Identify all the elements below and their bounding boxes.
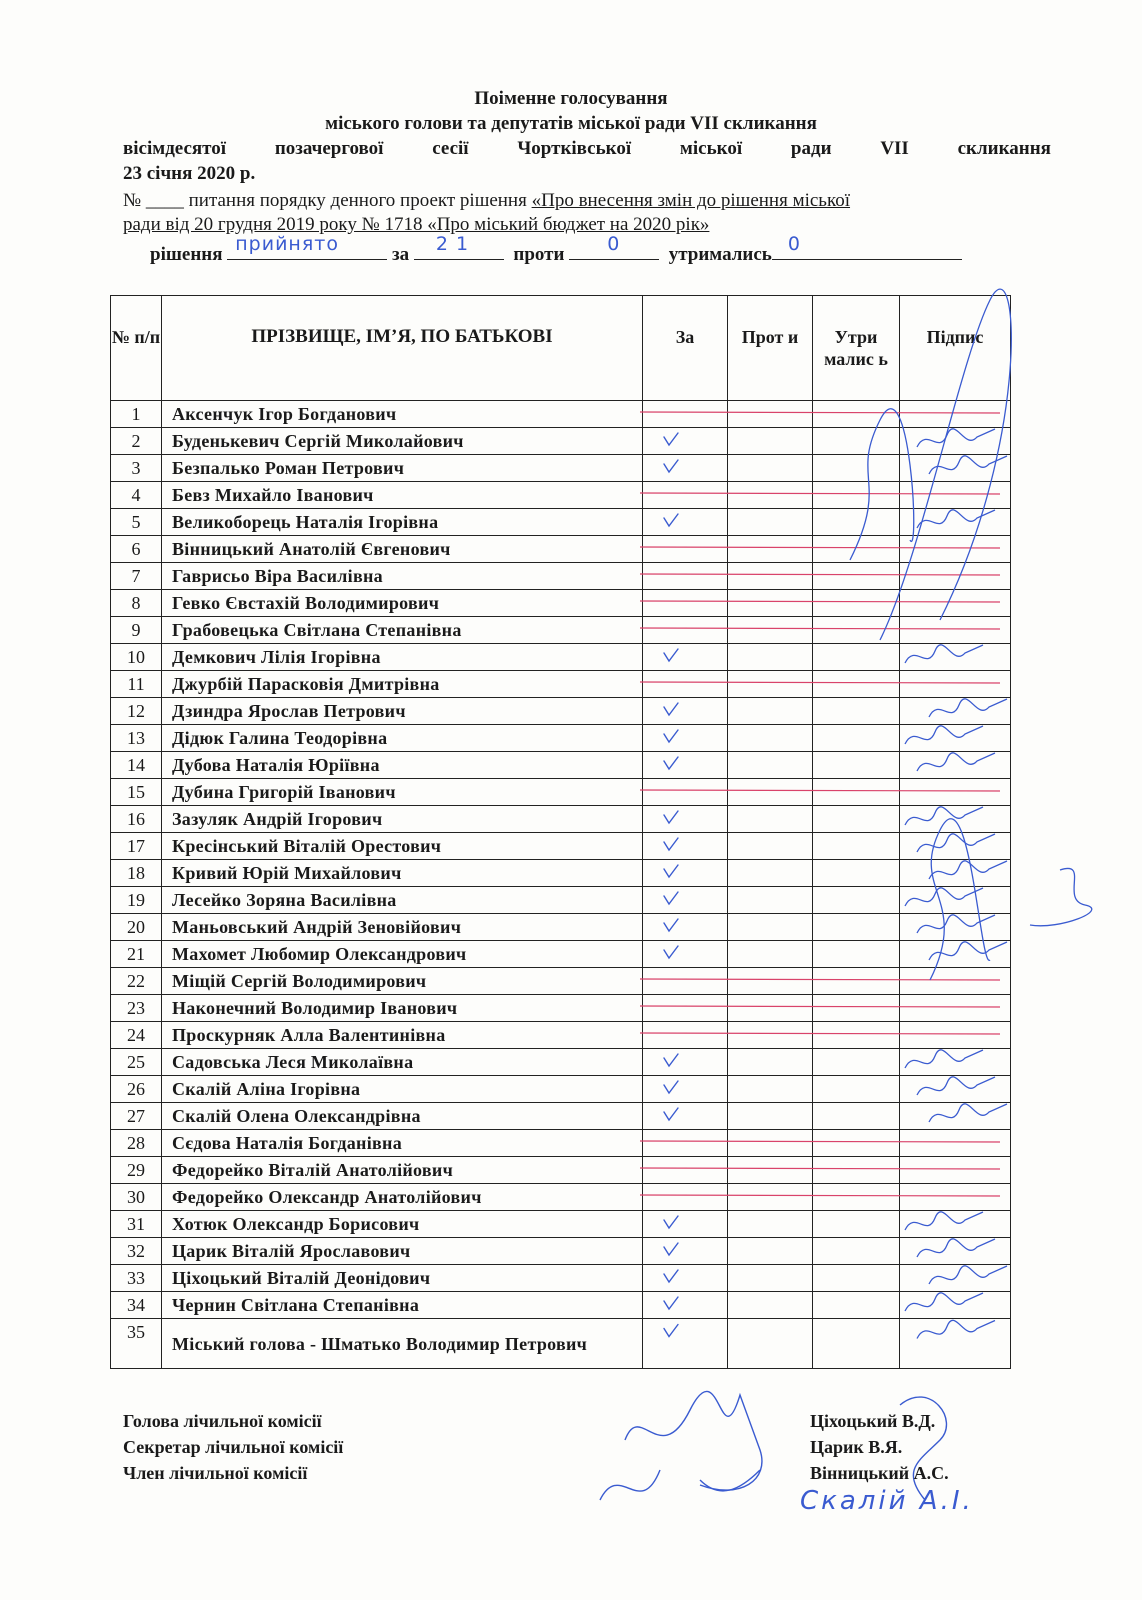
cell-signature xyxy=(900,1103,1011,1130)
cell-for xyxy=(643,1157,728,1184)
cell-abstain xyxy=(813,1049,900,1076)
cell-signature xyxy=(900,941,1011,968)
cell-against xyxy=(728,1184,813,1211)
cell-against xyxy=(728,725,813,752)
cell-against xyxy=(728,752,813,779)
session-word: позачергової xyxy=(274,138,384,159)
cell-for xyxy=(643,1292,728,1319)
cell-abstain xyxy=(813,509,900,536)
cell-abstain xyxy=(813,1076,900,1103)
session-word: VII xyxy=(880,138,909,159)
row-number: 6 xyxy=(111,536,162,563)
row-number: 5 xyxy=(111,509,162,536)
cell-signature xyxy=(900,1022,1011,1049)
cell-against xyxy=(728,536,813,563)
cell-signature xyxy=(900,968,1011,995)
session-word: скликання xyxy=(957,138,1051,159)
row-number: 33 xyxy=(111,1265,162,1292)
row-number: 9 xyxy=(111,617,162,644)
row-number: 22 xyxy=(111,968,162,995)
table-row xyxy=(111,617,1011,644)
row-number: 28 xyxy=(111,1130,162,1157)
abstain-count-blank xyxy=(772,233,962,260)
row-name: Аксенчук Ігор Богданович xyxy=(162,401,643,428)
cell-against xyxy=(728,482,813,509)
decision-result: прийнято xyxy=(235,233,339,255)
row-number: 32 xyxy=(111,1238,162,1265)
row-name: Джурбій Парасковія Дмитрівна xyxy=(162,671,643,698)
table-row xyxy=(111,1103,1011,1130)
cell-against xyxy=(728,1238,813,1265)
cell-abstain xyxy=(813,752,900,779)
cell-abstain xyxy=(813,1238,900,1265)
row-number: 1 xyxy=(111,401,162,428)
session-word: вісімдесятої xyxy=(123,138,227,159)
row-name: Бевз Михайло Іванович xyxy=(162,482,643,509)
against-label: проти xyxy=(513,244,565,265)
cell-signature xyxy=(900,806,1011,833)
cell-against xyxy=(728,1292,813,1319)
row-name: Лесейко Зоряна Василівна xyxy=(162,887,643,914)
cell-against xyxy=(728,779,813,806)
cell-for xyxy=(643,1238,728,1265)
cell-abstain xyxy=(813,428,900,455)
row-name: Царик Віталій Ярославович xyxy=(162,1238,643,1265)
row-name: Вінницький Анатолій Євгенович xyxy=(162,536,643,563)
cell-abstain xyxy=(813,536,900,563)
table-row xyxy=(111,1076,1011,1103)
cell-abstain xyxy=(813,455,900,482)
cell-for xyxy=(643,860,728,887)
row-name: Садовська Леся Миколаївна xyxy=(162,1049,643,1076)
row-number: 8 xyxy=(111,590,162,617)
row-number: 31 xyxy=(111,1211,162,1238)
against-count: 0 xyxy=(607,233,621,255)
cell-signature xyxy=(900,590,1011,617)
row-number: 23 xyxy=(111,995,162,1022)
table-row xyxy=(111,1292,1011,1319)
cell-against xyxy=(728,860,813,887)
table-row xyxy=(111,860,1011,887)
cell-for xyxy=(643,1103,728,1130)
cell-for xyxy=(643,563,728,590)
cell-signature xyxy=(900,1157,1011,1184)
header-for: За xyxy=(643,296,728,401)
row-number: 24 xyxy=(111,1022,162,1049)
cell-signature xyxy=(900,401,1011,428)
row-name: Хотюк Олександр Борисович xyxy=(162,1211,643,1238)
cell-for xyxy=(643,887,728,914)
cell-for xyxy=(643,1049,728,1076)
header-signature: Підпис xyxy=(900,296,1011,401)
cell-for xyxy=(643,482,728,509)
cell-against xyxy=(728,671,813,698)
cell-abstain xyxy=(813,914,900,941)
header-against: Прот и xyxy=(728,296,813,401)
row-name: Демкович Лілія Ігорівна xyxy=(162,644,643,671)
cell-for xyxy=(643,1319,728,1369)
table-row xyxy=(111,995,1011,1022)
cell-for xyxy=(643,1184,728,1211)
cell-against xyxy=(728,968,813,995)
session-word: Чортківської xyxy=(517,138,632,159)
cell-signature xyxy=(900,1076,1011,1103)
table-row xyxy=(111,1049,1011,1076)
cell-for xyxy=(643,995,728,1022)
role-secretary: Секретар лічильної комісії xyxy=(123,1437,344,1457)
session-word: міської xyxy=(679,138,743,159)
table-row xyxy=(111,1184,1011,1211)
row-number: 30 xyxy=(111,1184,162,1211)
cell-abstain xyxy=(813,941,900,968)
cell-abstain xyxy=(813,995,900,1022)
header-num: № п/п xyxy=(111,296,162,401)
row-name: Грабовецька Світлана Степанівна xyxy=(162,617,643,644)
cell-against xyxy=(728,1103,813,1130)
cell-signature xyxy=(900,887,1011,914)
cell-abstain xyxy=(813,482,900,509)
row-number: 27 xyxy=(111,1103,162,1130)
abstain-count: 0 xyxy=(787,233,801,255)
cell-against xyxy=(728,1319,813,1369)
row-name: Дідюк Галина Теодорівна xyxy=(162,725,643,752)
row-name: Міщій Сергій Володимирович xyxy=(162,968,643,995)
document-title: Поіменне голосування xyxy=(474,88,668,109)
cell-for xyxy=(643,833,728,860)
cell-abstain xyxy=(813,617,900,644)
table-row xyxy=(111,482,1011,509)
table-row xyxy=(111,752,1011,779)
cell-against xyxy=(728,1265,813,1292)
cell-abstain xyxy=(813,860,900,887)
table-row xyxy=(111,1022,1011,1049)
row-number: 35 xyxy=(111,1319,162,1369)
row-name: Чернин Світлана Степанівна xyxy=(162,1292,643,1319)
cell-abstain xyxy=(813,1211,900,1238)
cell-abstain xyxy=(813,644,900,671)
cell-against xyxy=(728,698,813,725)
cell-abstain xyxy=(813,725,900,752)
cell-abstain xyxy=(813,563,900,590)
cell-signature xyxy=(900,725,1011,752)
question-line-1 xyxy=(123,190,850,212)
cell-for xyxy=(643,1130,728,1157)
session-word: сесії xyxy=(432,138,469,159)
row-number: 15 xyxy=(111,779,162,806)
cell-against xyxy=(728,1022,813,1049)
decision-line xyxy=(150,233,962,266)
row-name: Наконечний Володимир Іванович xyxy=(162,995,643,1022)
row-name: Зазуляк Андрій Ігорович xyxy=(162,806,643,833)
cell-signature xyxy=(900,1319,1011,1369)
row-number: 17 xyxy=(111,833,162,860)
cell-signature xyxy=(900,482,1011,509)
row-name: Ціхоцький Віталій Деонідович xyxy=(162,1265,643,1292)
cell-for xyxy=(643,617,728,644)
table-row xyxy=(111,536,1011,563)
table-row xyxy=(111,779,1011,806)
cell-signature xyxy=(900,644,1011,671)
session-date: 23 січня 2020 р. xyxy=(123,163,256,184)
cell-for xyxy=(643,401,728,428)
row-name: Буденькевич Сергій Миколайович xyxy=(162,428,643,455)
cell-for xyxy=(643,698,728,725)
cell-against xyxy=(728,509,813,536)
decision-label: рішення xyxy=(150,244,223,265)
footer-signature xyxy=(600,1470,760,1500)
cell-abstain xyxy=(813,671,900,698)
table-row xyxy=(111,644,1011,671)
signature-flourish xyxy=(1030,868,1092,925)
footer-signature xyxy=(625,1391,762,1490)
cell-abstain xyxy=(813,590,900,617)
cell-for xyxy=(643,428,728,455)
cell-abstain xyxy=(813,806,900,833)
header-name: ПРІЗВИЩЕ, ІМ’Я, ПО БАТЬКОВІ xyxy=(162,296,643,401)
row-name: Махомет Любомир Олександрович xyxy=(162,941,643,968)
cell-abstain xyxy=(813,1184,900,1211)
header-abstain: Утри малис ь xyxy=(813,296,900,401)
cell-against xyxy=(728,401,813,428)
cell-signature xyxy=(900,563,1011,590)
cell-against xyxy=(728,833,813,860)
cell-for xyxy=(643,968,728,995)
for-count: 21 xyxy=(435,233,477,255)
table-row xyxy=(111,1157,1011,1184)
cell-signature xyxy=(900,779,1011,806)
table-row xyxy=(111,401,1011,428)
cell-signature xyxy=(900,509,1011,536)
against-count-blank xyxy=(569,233,659,260)
cell-signature xyxy=(900,1292,1011,1319)
row-name: Федорейко Олександр Анатолійович xyxy=(162,1184,643,1211)
table-row xyxy=(111,590,1011,617)
session-line xyxy=(123,138,1051,160)
row-number: 18 xyxy=(111,860,162,887)
cell-for xyxy=(643,914,728,941)
cell-against xyxy=(728,563,813,590)
row-number: 26 xyxy=(111,1076,162,1103)
cell-for xyxy=(643,779,728,806)
cell-signature xyxy=(900,914,1011,941)
row-number: 10 xyxy=(111,644,162,671)
cell-signature xyxy=(900,1049,1011,1076)
cell-against xyxy=(728,806,813,833)
table-row xyxy=(111,509,1011,536)
cell-abstain xyxy=(813,779,900,806)
document-subtitle: міського голови та депутатів міської ради VII скликання xyxy=(325,113,817,134)
cell-against xyxy=(728,1049,813,1076)
table-row xyxy=(111,914,1011,941)
for-label: за xyxy=(392,244,410,265)
row-name: Кресінський Віталій Орестович xyxy=(162,833,643,860)
cell-against xyxy=(728,1130,813,1157)
session-word: ради xyxy=(790,138,832,159)
table-row xyxy=(111,428,1011,455)
voting-table xyxy=(110,295,1011,1369)
cell-against xyxy=(728,1076,813,1103)
cell-against xyxy=(728,941,813,968)
cell-for xyxy=(643,509,728,536)
cell-for xyxy=(643,671,728,698)
table-row xyxy=(111,968,1011,995)
row-name: Великоборець Наталія Ігорівна xyxy=(162,509,643,536)
cell-against xyxy=(728,1157,813,1184)
row-number: 12 xyxy=(111,698,162,725)
cell-against xyxy=(728,995,813,1022)
row-number: 14 xyxy=(111,752,162,779)
cell-abstain xyxy=(813,1265,900,1292)
cell-abstain xyxy=(813,1103,900,1130)
role-member: Член лічильної комісії xyxy=(123,1463,308,1483)
cell-signature xyxy=(900,428,1011,455)
row-name: Міський голова - Шматько Володимир Петрович xyxy=(162,1319,643,1369)
cell-for xyxy=(643,1076,728,1103)
table-row xyxy=(111,1211,1011,1238)
row-number: 2 xyxy=(111,428,162,455)
row-number: 25 xyxy=(111,1049,162,1076)
question-text-1: «Про внесення змін до рішення міської xyxy=(531,190,851,211)
cell-signature xyxy=(900,536,1011,563)
table-row xyxy=(111,941,1011,968)
table-row xyxy=(111,671,1011,698)
row-number: 11 xyxy=(111,671,162,698)
table-row xyxy=(111,1319,1011,1369)
cell-abstain xyxy=(813,887,900,914)
row-name: Гевко Євстахій Володимирович xyxy=(162,590,643,617)
cell-signature xyxy=(900,833,1011,860)
cell-against xyxy=(728,914,813,941)
row-number: 29 xyxy=(111,1157,162,1184)
table-row xyxy=(111,887,1011,914)
cell-for xyxy=(643,644,728,671)
row-name: Проскурняк Алла Валентинівна xyxy=(162,1022,643,1049)
row-name: Сєдова Наталія Богданівна xyxy=(162,1130,643,1157)
row-name: Дзиндра Ярослав Петрович xyxy=(162,698,643,725)
cell-signature xyxy=(900,1130,1011,1157)
row-number: 13 xyxy=(111,725,162,752)
cell-signature xyxy=(900,617,1011,644)
cell-abstain xyxy=(813,1022,900,1049)
cell-signature xyxy=(900,1265,1011,1292)
for-count-blank xyxy=(414,233,504,260)
row-number: 34 xyxy=(111,1292,162,1319)
cell-for xyxy=(643,806,728,833)
row-name: Дубина Григорій Іванович xyxy=(162,779,643,806)
cell-against xyxy=(728,590,813,617)
table-row xyxy=(111,698,1011,725)
name-member: Вінницький А.С. xyxy=(810,1463,949,1483)
row-name: Гаврисьо Віра Василівна xyxy=(162,563,643,590)
cell-for xyxy=(643,1022,728,1049)
row-name: Скалій Аліна Ігорівна xyxy=(162,1076,643,1103)
cell-for xyxy=(643,590,728,617)
cell-for xyxy=(643,1265,728,1292)
cell-signature xyxy=(900,752,1011,779)
cell-abstain xyxy=(813,401,900,428)
cell-against xyxy=(728,887,813,914)
cell-signature xyxy=(900,671,1011,698)
cell-for xyxy=(643,1211,728,1238)
cell-signature xyxy=(900,1211,1011,1238)
table-row xyxy=(111,563,1011,590)
table-row xyxy=(111,1238,1011,1265)
name-chair: Ціхоцький В.Д. xyxy=(810,1411,936,1431)
row-name: Безпалько Роман Петрович xyxy=(162,455,643,482)
row-number: 19 xyxy=(111,887,162,914)
cell-against xyxy=(728,455,813,482)
name-secretary: Царик В.Я. xyxy=(810,1437,903,1457)
row-name: Скалій Олена Олександрівна xyxy=(162,1103,643,1130)
cell-signature xyxy=(900,1184,1011,1211)
question-prefix: № ____ питання порядку денного проект рішення xyxy=(123,190,532,211)
cell-signature xyxy=(900,1238,1011,1265)
cell-signature xyxy=(900,860,1011,887)
row-number: 4 xyxy=(111,482,162,509)
cell-signature xyxy=(900,698,1011,725)
table-row xyxy=(111,833,1011,860)
cell-signature xyxy=(900,995,1011,1022)
cell-signature xyxy=(900,455,1011,482)
cell-abstain xyxy=(813,1130,900,1157)
cell-abstain xyxy=(813,1157,900,1184)
table-row xyxy=(111,1265,1011,1292)
row-name: Маньовський Андрій Зеновійович xyxy=(162,914,643,941)
cell-for xyxy=(643,725,728,752)
table-row xyxy=(111,1130,1011,1157)
table-row xyxy=(111,806,1011,833)
cell-abstain xyxy=(813,1292,900,1319)
cell-abstain xyxy=(813,698,900,725)
row-number: 21 xyxy=(111,941,162,968)
cell-for xyxy=(643,941,728,968)
cell-abstain xyxy=(813,1319,900,1369)
cell-against xyxy=(728,617,813,644)
row-name: Федорейко Віталій Анатолійович xyxy=(162,1157,643,1184)
row-number: 20 xyxy=(111,914,162,941)
cell-abstain xyxy=(813,968,900,995)
cell-against xyxy=(728,428,813,455)
table-header-row xyxy=(111,296,1011,401)
handwritten-name: Скалій А.І. xyxy=(800,1486,974,1516)
cell-for xyxy=(643,752,728,779)
abstain-label: утримались xyxy=(668,244,772,265)
cell-against xyxy=(728,644,813,671)
cell-for xyxy=(643,455,728,482)
cell-for xyxy=(643,536,728,563)
table-row xyxy=(111,725,1011,752)
role-chair: Голова лічильної комісії xyxy=(123,1411,322,1431)
table-row xyxy=(111,455,1011,482)
table-body xyxy=(111,401,1011,1369)
question-text-2: ради від 20 грудня 2019 року № 1718 «Про міський бюджет на 2020 рік» xyxy=(123,214,710,235)
row-number: 16 xyxy=(111,806,162,833)
decision-result-blank xyxy=(227,233,387,260)
row-name: Дубова Наталія Юріївна xyxy=(162,752,643,779)
cell-against xyxy=(728,1211,813,1238)
row-name: Кривий Юрій Михайлович xyxy=(162,860,643,887)
row-number: 3 xyxy=(111,455,162,482)
row-number: 7 xyxy=(111,563,162,590)
cell-abstain xyxy=(813,833,900,860)
